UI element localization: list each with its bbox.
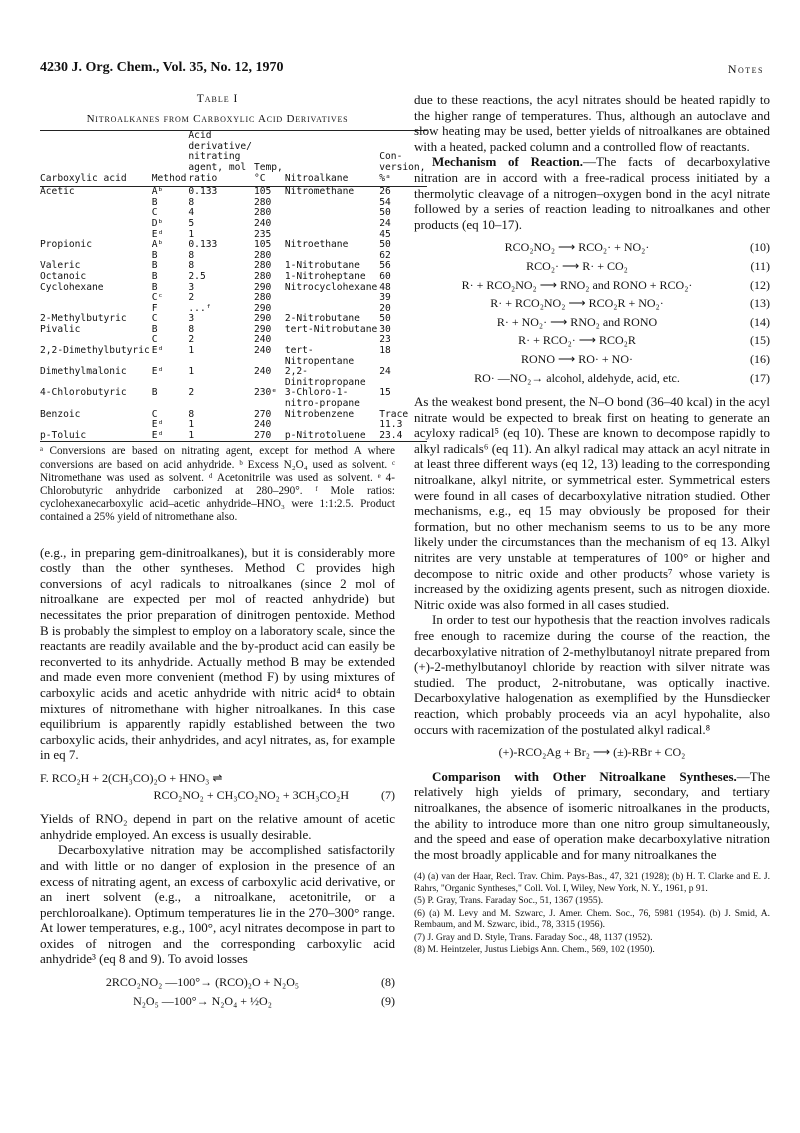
equation-number: (15): [750, 333, 770, 348]
table-cell: 290: [253, 302, 272, 314]
mechanism-equation: [414, 315, 770, 331]
table-cell: 270: [253, 408, 272, 420]
table-cell: 3: [188, 281, 195, 293]
table-cell: Acetic: [40, 186, 75, 198]
table-cell: 290: [253, 323, 272, 335]
left-column: [40, 92, 426, 1017]
table-cell: 30: [379, 323, 391, 335]
table-cell: tert-Nitrobutane: [284, 323, 378, 335]
table-cell: Trace: [379, 408, 409, 420]
table-cell: 105: [253, 239, 272, 251]
table-cell: 8: [188, 196, 195, 208]
table-cell: p-Nitrotoluene: [285, 431, 379, 442]
table-cell: 24: [379, 217, 391, 229]
col-header-acid: Carboxylic acid: [40, 131, 152, 187]
comparison-heading: Comparison with Other Nitroalkane Syntheses.: [432, 768, 737, 784]
table-cell: B: [151, 270, 158, 282]
table-cell: 280: [253, 249, 272, 261]
table-cell: 54: [379, 196, 391, 208]
table-row: [40, 346, 427, 367]
table-row: [40, 420, 427, 431]
table-cell: Aᵇ: [151, 186, 164, 198]
mechanism-equations: [414, 240, 770, 386]
equation-8-number: (8): [381, 975, 395, 990]
references: [414, 872, 770, 957]
equation-expression: R· + RCO₂· ⟶ RCO₂R: [518, 333, 636, 348]
table-cell: Nitromethane: [284, 186, 355, 198]
mechanism-equation: [414, 240, 770, 256]
mechanism-body: —The facts of decarboxylative nitration are in accord with a free-radical process initiated by a thermolytic cleavage of a nitrogen–oxygen bond in the acyl nitrate followed by a series of reaction leading to nitroalkanes and other products (eq 10–17).: [414, 154, 770, 232]
table-cell: [285, 198, 379, 209]
mechanism-equation: [414, 371, 770, 387]
equation-expression: RONO ⟶ RO· + NO·: [521, 351, 633, 366]
table-row: [40, 187, 427, 198]
table-cell: F: [151, 302, 158, 314]
table-cell: [285, 219, 379, 230]
table-body: [40, 187, 427, 442]
table-cell: 1: [188, 431, 254, 442]
table-cell: Dᵇ: [151, 217, 164, 229]
table-cell: p-Toluic: [40, 431, 152, 442]
racemization-equation: (+)-RCO₂Ag + Br₂ ⟶ (±)-RBr + CO₂: [498, 745, 686, 760]
reference-item: (8) M. Heintzeler, Justus Liebigs Ann. Chem., 569, 102 (1950).: [414, 945, 655, 956]
table-cell: B: [151, 323, 158, 335]
equation-7: [40, 771, 395, 803]
table-cell: 105: [253, 186, 272, 198]
table-cell: 15: [379, 387, 391, 399]
equation-expression: R· + RCO₂NO₂ ⟶ RNO₂ and RONO + RCO₂·: [461, 277, 693, 292]
table-cell: C: [151, 408, 158, 420]
table-cell: 240: [253, 366, 272, 378]
equation-9: N₂O₅ —100°→ N₂O₄ + ½O₂: [133, 993, 272, 1008]
table-cell: Valeric: [40, 260, 81, 272]
table-cell: 56: [379, 260, 391, 272]
table-cell: [40, 293, 152, 304]
table-row: [40, 240, 427, 251]
table-cell: [285, 208, 379, 219]
table-cell: 290: [253, 313, 272, 325]
table-cell: 4: [188, 207, 195, 219]
reference-item: (7) J. Gray and D. Style, Trans. Faraday Soc., 48, 1137 (1952).: [414, 932, 653, 943]
table-cell: 50: [379, 313, 391, 325]
table-row: [40, 388, 427, 409]
right-column: [414, 92, 770, 958]
equation-number: (16): [750, 351, 770, 366]
table-cell: Dimethylmalonic: [40, 366, 127, 378]
reference-item: (5) P. Gray, Trans. Faraday Soc., 51, 1367 (1955).: [414, 896, 604, 907]
table-cell: 60: [379, 270, 391, 282]
table-cell: 23: [379, 334, 391, 346]
table-cell: 230ᵉ: [253, 387, 278, 399]
table-cell: B: [151, 260, 158, 272]
equation-number: (12): [750, 277, 770, 292]
table-cell: Eᵈ: [151, 366, 164, 378]
table-footnotes: ᵃ Conversions are based on nitrating agent, except for method A where conversions are based on acid anhydride. ᵇ Excess N₂O₄ used as solvent. ᶜ Nitromethane was used as solvent. ᵈ Acetonitrile was used as solvent. ᵉ 4-Chlorobutyric anhydride carbonized at 280–290°. ᶠ Mole ratios: cyclohexanecarboxylic acid–acetic anhydride–HNO₃ were 1:1:2.5. Product contained a 25% yield of nitromethane also.: [40, 445, 395, 524]
table-cell: 2,2-Dimethylbutyric: [40, 345, 150, 357]
equations-8-9: [40, 975, 395, 1009]
table-cell: 1: [188, 228, 195, 240]
table-cell: 0.133: [188, 239, 218, 251]
table-cell: Eᵈ: [152, 431, 189, 442]
table-cell: C: [151, 313, 158, 325]
table-cell: 240: [253, 419, 272, 431]
table-cell: 235: [253, 228, 272, 240]
table-cell: 2,2-Dinitropropane: [284, 366, 366, 388]
left-paragraph-2: Yields of RNO₂ depend in part on the relative amount of acetic anhydride employed. An excess is usually desirable.: [40, 811, 395, 842]
table-row: [40, 198, 427, 209]
table-cell: 8: [188, 408, 195, 420]
table-cell: B: [151, 196, 158, 208]
page-header-citation: 4230 J. Org. Chem., Vol. 35, No. 12, 1970: [40, 60, 284, 75]
table-row: [40, 208, 427, 219]
equation-expression: R· + RCO₂NO₂ ⟶ RCO₂R + NO₂·: [490, 296, 664, 311]
comparison-body: —The relatively high yields of primary, secondary, and tertiary nitroalkanes, the absence of isomeric nitroalkanes in the products, the ability to introduce more than one nitro group simultaneously, and the speed and ease of operation make decarboxylative nitration the most broadly applicable and for many nitroalkanes the: [414, 768, 770, 862]
table-cell: B: [151, 249, 158, 261]
right-paragraph-2: As the weakest bond present, the N–O bond (36–40 kcal) in the acyl nitrate would be expected to break first on heating to generate an acyloxy radical⁵ (eq 10). These are known to decompose rapidly to alkyl radicals⁶ (eq 11). An alkyl radical may attack an acyl nitrate in at least three different ways (eq 12, 13) leading to the corresponding nitroalkane, alkyl nitrite, or symmetrical ester. Symmetrical esters were found in all cases of decarboxylative nitration studied. Other mechanisms, e.g., eq 15 may obviously be proposed for their formation, but no other mechanism seems to us to be any more likely under the circumstances than the mechanism of eq 13. Alkyl nitrites are very unstable at temperatures of 100° or higher and decompose to nitric oxide and other products⁷ whose variety is increased by the oxidizing agents present, such as nitrogen dioxide. Nitric oxide was also formed in all cases studied.: [414, 394, 770, 612]
table-cell: [40, 208, 152, 219]
table-row: [40, 410, 427, 421]
table-cell: Nitrocyclohexane: [284, 281, 378, 293]
table-row: [40, 251, 427, 262]
table-cell: 1: [188, 419, 195, 431]
equation-7-line-2: RCO₂NO₂ + CH₃CO₂NO₂ + 3CH₃CO₂H: [153, 787, 349, 802]
right-paragraph-3: In order to test our hypothesis that the reaction involves radicals free enough to racemize during the course of the reaction, the decarboxylative nitration of 2-methylbutanoyl nitrate prepared from (+)-2-methylbutanoyl chloride by reaction with silver nitrate was studied. The product, 2-nitrobutane, was optically inactive. Decarboxylative halogenation as exemplified by the Hunsdiecker reaction, which probably proceeds via an acyl hypohalite, also occurs with racemization of the postulated alkyl radical.⁸: [414, 612, 770, 737]
table-cell: 290: [253, 281, 272, 293]
table-cell: Cᶜ: [151, 292, 164, 304]
table-cell: Eᵈ: [151, 345, 164, 357]
equation-9-number: (9): [381, 993, 395, 1008]
table-cell: [40, 219, 152, 230]
table-cell: 240: [253, 217, 272, 229]
mechanism-equation: [414, 333, 770, 349]
table-row: [40, 272, 427, 283]
table-cell: 48: [379, 281, 391, 293]
table-cell: 39: [379, 292, 391, 304]
table-cell: 23.4: [379, 431, 427, 442]
data-table: [40, 130, 427, 442]
left-paragraph-1: (e.g., in preparing gem-dinitroalkanes), but it is considerably more costly than the other syntheses. Method C provides high conversions of acyl radicals to nitroalkanes (since 2 mol of nitroalkane are expected per mol of reacted anhydride) but necessitates the prior preparation of dinitrogen pentoxide. Method B is probably the simplest to employ on a laboratory scale, since the reactants are readily available and the by-product acid can easily be reconverted to its anhydride. Actually method B may be extended and made even more convenient (method F) by using mixtures of carboxylic acids and acetic anhydride with nitric acid⁴ to obtain mixtures of nitromethane with higher nitroalkanes. In this case equilibrium is apparently rapidly established between the two carboxylic acids, their anhydrides, and acyl nitrates, as, for example in eq 7.: [40, 544, 395, 763]
equation-expression: RO· —NO₂→ alcohol, aldehyde, acid, etc.: [474, 370, 680, 385]
table-cell: 1: [188, 345, 195, 357]
mechanism-equation: [414, 278, 770, 294]
table-row: [40, 431, 427, 442]
equation-number: (14): [750, 314, 770, 329]
mechanism-equation: [414, 296, 770, 312]
table-cell: C: [151, 334, 158, 346]
table-cell: Eᵈ: [151, 228, 164, 240]
table-cell: 8: [188, 260, 195, 272]
table-cell: 280: [253, 292, 272, 304]
table-subtitle: Nitroalkanes from Carboxylic Acid Derivatives: [86, 112, 349, 125]
table-cell: 1-Nitroheptane: [284, 270, 366, 282]
table-cell: 280: [253, 196, 272, 208]
table-cell: 11.3: [379, 419, 403, 431]
page-header-section: Notes: [727, 62, 764, 76]
table-cell: 3: [188, 313, 195, 325]
table-cell: Aᵇ: [151, 239, 164, 251]
table-cell: 26: [379, 186, 391, 198]
reference-item: (6) (a) M. Levy and M. Szwarc, J. Amer. Chem. Soc., 76, 5981 (1954). (b) J. Smid, A. Rembaum, and M. Szwarc, ibid., 78, 3315 (1956).: [414, 908, 770, 931]
table-cell: 1: [188, 366, 195, 378]
table-cell: 3-Chloro-1-nitro-propane: [284, 387, 360, 410]
table-cell: tert-Nitropentane: [284, 345, 355, 367]
equation-8: 2RCO₂NO₂ —100°→ (RCO)₂O + N₂O₅: [105, 975, 300, 990]
mechanism-equation: [414, 352, 770, 368]
equation-7-number: (7): [381, 787, 395, 802]
table-cell: 2-Nitrobutane: [284, 313, 360, 325]
reference-item: (4) (a) van der Haar, Recl. Trav. Chim. Pays-Bas., 47, 321 (1928); (b) H. T. Clarke and E. J. Rahrs, "Organic Syntheses," Coll. Vol. I, Wiley, New York, N. Y., 1961, p 91.: [414, 872, 770, 894]
table-row: [40, 261, 427, 272]
table-cell: [285, 293, 379, 304]
table-cell: 8: [188, 249, 195, 261]
table-cell: Eᵈ: [151, 419, 164, 431]
table-cell: 280: [253, 207, 272, 219]
table-cell: 280: [253, 270, 272, 282]
equation-number: (13): [750, 296, 770, 311]
equation-number: (11): [750, 258, 770, 273]
table-cell: 50: [379, 239, 391, 251]
table-cell: Benzoic: [40, 408, 81, 420]
table-cell: 18: [379, 345, 391, 357]
table-cell: C: [151, 207, 158, 219]
table-cell: 2: [188, 387, 195, 399]
table-cell: 240: [253, 334, 272, 346]
table-cell: Propionic: [40, 239, 92, 251]
table-row: [40, 230, 427, 241]
table-cell: 270: [254, 431, 285, 442]
table-row: [40, 293, 427, 304]
table-row: [40, 283, 427, 294]
table-cell: B: [151, 387, 158, 399]
col-header-ratio: Acid derivative/ nitrating agent, mol ratio: [188, 131, 254, 187]
table-cell: 45: [379, 228, 391, 240]
table-cell: Nitrobenzene: [284, 408, 355, 420]
table-cell: 240: [253, 345, 272, 357]
table-cell: 50: [379, 207, 391, 219]
col-header-temp: Temp, °C: [254, 131, 285, 187]
table-cell: 20: [379, 302, 391, 314]
equation-number: (17): [750, 370, 770, 385]
table-cell: Nitroethane: [284, 239, 349, 251]
right-paragraph-1: due to these reactions, the acyl nitrates should be heated rapidly to the higher range of temperatures. Thus, although an autoclave and slow heating may be used, better yields of nitroalkanes are obtained with a heated, packed column and a controlled flow of reactants.: [414, 92, 770, 154]
table-cell: [40, 198, 152, 209]
table-cell: 5: [188, 217, 195, 229]
equation-number: (10): [750, 240, 770, 255]
table-cell: 2: [188, 292, 195, 304]
table-cell: 4-Chlorobutyric: [40, 387, 127, 399]
col-header-conversion: Con-version, %ᵃ: [379, 131, 427, 187]
table-title: Table I: [196, 93, 239, 105]
table-cell: 2: [188, 334, 195, 346]
col-header-method: Method: [152, 131, 189, 187]
table-cell: Pivalic: [40, 323, 81, 335]
table-cell: ...ᶠ: [188, 302, 212, 314]
equation-expression: RCO₂NO₂ ⟶ RCO₂· + NO₂·: [504, 240, 650, 255]
table-cell: 62: [379, 249, 391, 261]
table-cell: B: [151, 281, 158, 293]
table-cell: 1-Nitrobutane: [284, 260, 360, 272]
table-cell: 2-Methylbutyric: [40, 313, 127, 325]
col-header-nitroalkane: Nitroalkane: [285, 131, 379, 187]
table-cell: 24: [379, 366, 391, 378]
left-paragraph-3: Decarboxylative nitration may be accomplished satisfactorily and with little or no danger of explosion in the presence of an excess of nitrating agent, an excess of carboxylic acid derivative, or an inert solvent (e.g., a nitroalkane, acetonitrile, or a perchloroalkane). Optimum temperatures lie in the 270–300° range. At lower temperatures, e.g., 100°, acyl nitrates decompose in part to oxides of nitrogen and the corresponding carboxylic acid anhydride³ (eq 8 and 9). To avoid losses: [40, 842, 395, 967]
table-row: [40, 367, 427, 388]
table-cell: 2.5: [188, 270, 206, 282]
mechanism-equation: [414, 259, 770, 275]
equation-expression: R· + NO₂· ⟶ RNO₂ and RONO: [496, 314, 658, 329]
equation-7-line-1: F. RCO₂H + 2(CH₃CO)₂O + HNO₃ ⇌: [40, 770, 223, 785]
mechanism-heading: Mechanism of Reaction.: [432, 154, 584, 170]
table-cell: Cyclohexane: [40, 281, 104, 293]
table-row: [40, 325, 427, 336]
table-cell: 0.133: [188, 186, 218, 198]
table-cell: 280: [253, 260, 272, 272]
table-cell: 8: [188, 323, 195, 335]
table-cell: Octanoic: [40, 270, 87, 282]
equation-expression: RCO₂· ⟶ R· + CO₂: [526, 258, 628, 273]
table-row: [40, 219, 427, 230]
